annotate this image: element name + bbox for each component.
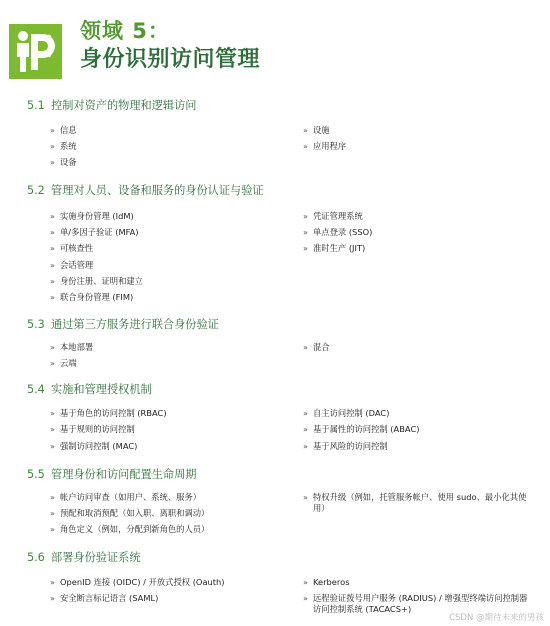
list-item: » 强制访问控制 (MAC) xyxy=(50,441,138,451)
list-item: » 自主访问控制 (DAC) xyxy=(303,408,390,418)
list-item: » 设备 xyxy=(50,157,77,167)
bullet-icon: » xyxy=(50,442,55,451)
list-item: » 预配和取消预配（如入职、离职和调动） xyxy=(50,508,210,518)
list-item: » 特权升级（例如，托管服务帐户、使用 sudo、最小化其使用） xyxy=(303,492,527,513)
bullet-icon: » xyxy=(303,594,308,603)
bullet-icon: » xyxy=(50,409,55,418)
section-title: 管理身份和访问配置生命周期 xyxy=(51,468,197,481)
section-heading-5-1 xyxy=(27,99,196,113)
bullet-icon: » xyxy=(303,578,308,587)
identity-gear-person-icon xyxy=(9,24,62,79)
list-item: » Kerberos xyxy=(303,577,350,587)
section-title: 实施和管理授权机制 xyxy=(51,383,152,396)
list-item: » 角色定义（例如，分配到新角色的人员） xyxy=(50,524,210,534)
bullet-icon: » xyxy=(50,493,55,502)
list-item: » 可核查性 xyxy=(50,243,94,253)
list-item: » 联合身份管理 (FIM) xyxy=(50,292,134,302)
bullet-icon: » xyxy=(50,142,55,151)
bullet-icon: » xyxy=(50,277,55,286)
section-number: 5.3 xyxy=(27,318,45,331)
list-item: » 单/多因子验证 (MFA) xyxy=(50,227,139,237)
section-title: 通过第三方服务进行联合身份验证 xyxy=(51,318,219,331)
list-item: » 基于属性的访问控制 (ABAC) xyxy=(303,424,420,434)
list-item: » 安全断言标记语言 (SAML) xyxy=(50,593,159,603)
domain-title: 领域 5： xyxy=(80,19,170,43)
section-title: 控制对资产的物理和逻辑访问 xyxy=(51,99,197,112)
list-item: » 设施 xyxy=(303,125,330,135)
bullet-icon: » xyxy=(303,442,308,451)
list-item: » 基于风险的访问控制 xyxy=(303,441,388,451)
bullet-icon: » xyxy=(50,244,55,253)
section-heading-5-6 xyxy=(27,551,141,565)
bullet-icon: » xyxy=(50,425,55,434)
domain-subtitle: 身份识别访问管理 xyxy=(80,47,261,72)
section-heading-5-2 xyxy=(27,184,264,198)
bullet-icon: » xyxy=(50,594,55,603)
section-number: 5.2 xyxy=(27,184,45,197)
list-item: » 信息 xyxy=(50,125,77,135)
list-item: » 本地部署 xyxy=(50,342,94,352)
section-number: 5.5 xyxy=(27,468,45,481)
bullet-icon: » xyxy=(303,343,308,352)
list-item: » 基于规则的访问控制 xyxy=(50,424,135,434)
bullet-icon: » xyxy=(303,425,308,434)
bullet-icon: » xyxy=(50,343,55,352)
bullet-icon: » xyxy=(50,212,55,221)
bullet-icon: » xyxy=(50,525,55,534)
domain-logo xyxy=(9,24,62,79)
bullet-icon: » xyxy=(50,359,55,368)
bullet-icon: » xyxy=(50,261,55,270)
list-item: » 混合 xyxy=(303,342,330,352)
section-number: 5.1 xyxy=(27,99,45,112)
section-title: 管理对人员、设备和服务的身份认证与验证 xyxy=(51,184,264,197)
bullet-icon: » xyxy=(50,509,55,518)
bullet-icon: » xyxy=(303,493,308,502)
list-item: » 凭证管理系统 xyxy=(303,211,363,221)
list-item: » 帐户访问审查（如用户、系统、服务） xyxy=(50,492,202,502)
bullet-icon: » xyxy=(50,228,55,237)
bullet-icon: » xyxy=(50,293,55,302)
section-heading-5-5 xyxy=(27,468,196,482)
list-item: » 实施身份管理 (IdM) xyxy=(50,211,134,221)
list-item: » OpenID 连接 (OIDC) / 开放式授权 (Oauth) xyxy=(50,577,225,587)
bullet-icon: » xyxy=(303,142,308,151)
list-item: » 会话管理 xyxy=(50,260,94,270)
section-number: 5.4 xyxy=(27,383,45,396)
bullet-icon: » xyxy=(303,212,308,221)
list-item: » 身份注册、证明和建立 xyxy=(50,276,143,286)
bullet-icon: » xyxy=(303,409,308,418)
section-title: 部署身份验证系统 xyxy=(51,551,141,564)
list-item: » 云端 xyxy=(50,358,77,368)
list-item: » 远程验证拨号用户服务 (RADIUS) / 增强型终端访问控制器访问控制系统 (TACACS+) xyxy=(303,593,528,614)
section-heading-5-4 xyxy=(27,383,152,397)
list-item: » 系统 xyxy=(50,141,77,151)
list-item: » 准时生产 (JIT) xyxy=(303,243,366,253)
bullet-icon: » xyxy=(50,158,55,167)
list-item: » 基于角色的访问控制 (RBAC) xyxy=(50,408,167,418)
bullet-icon: » xyxy=(303,126,308,135)
watermark: CSDN @期待未来的男孩 xyxy=(449,613,544,623)
section-heading-5-3 xyxy=(27,318,219,332)
bullet-icon: » xyxy=(303,228,308,237)
section-number: 5.6 xyxy=(27,551,45,564)
bullet-icon: » xyxy=(303,244,308,253)
bullet-icon: » xyxy=(50,578,55,587)
list-item: » 单点登录 (SSO) xyxy=(303,227,373,237)
bullet-icon: » xyxy=(50,126,55,135)
list-item: » 应用程序 xyxy=(303,141,347,151)
